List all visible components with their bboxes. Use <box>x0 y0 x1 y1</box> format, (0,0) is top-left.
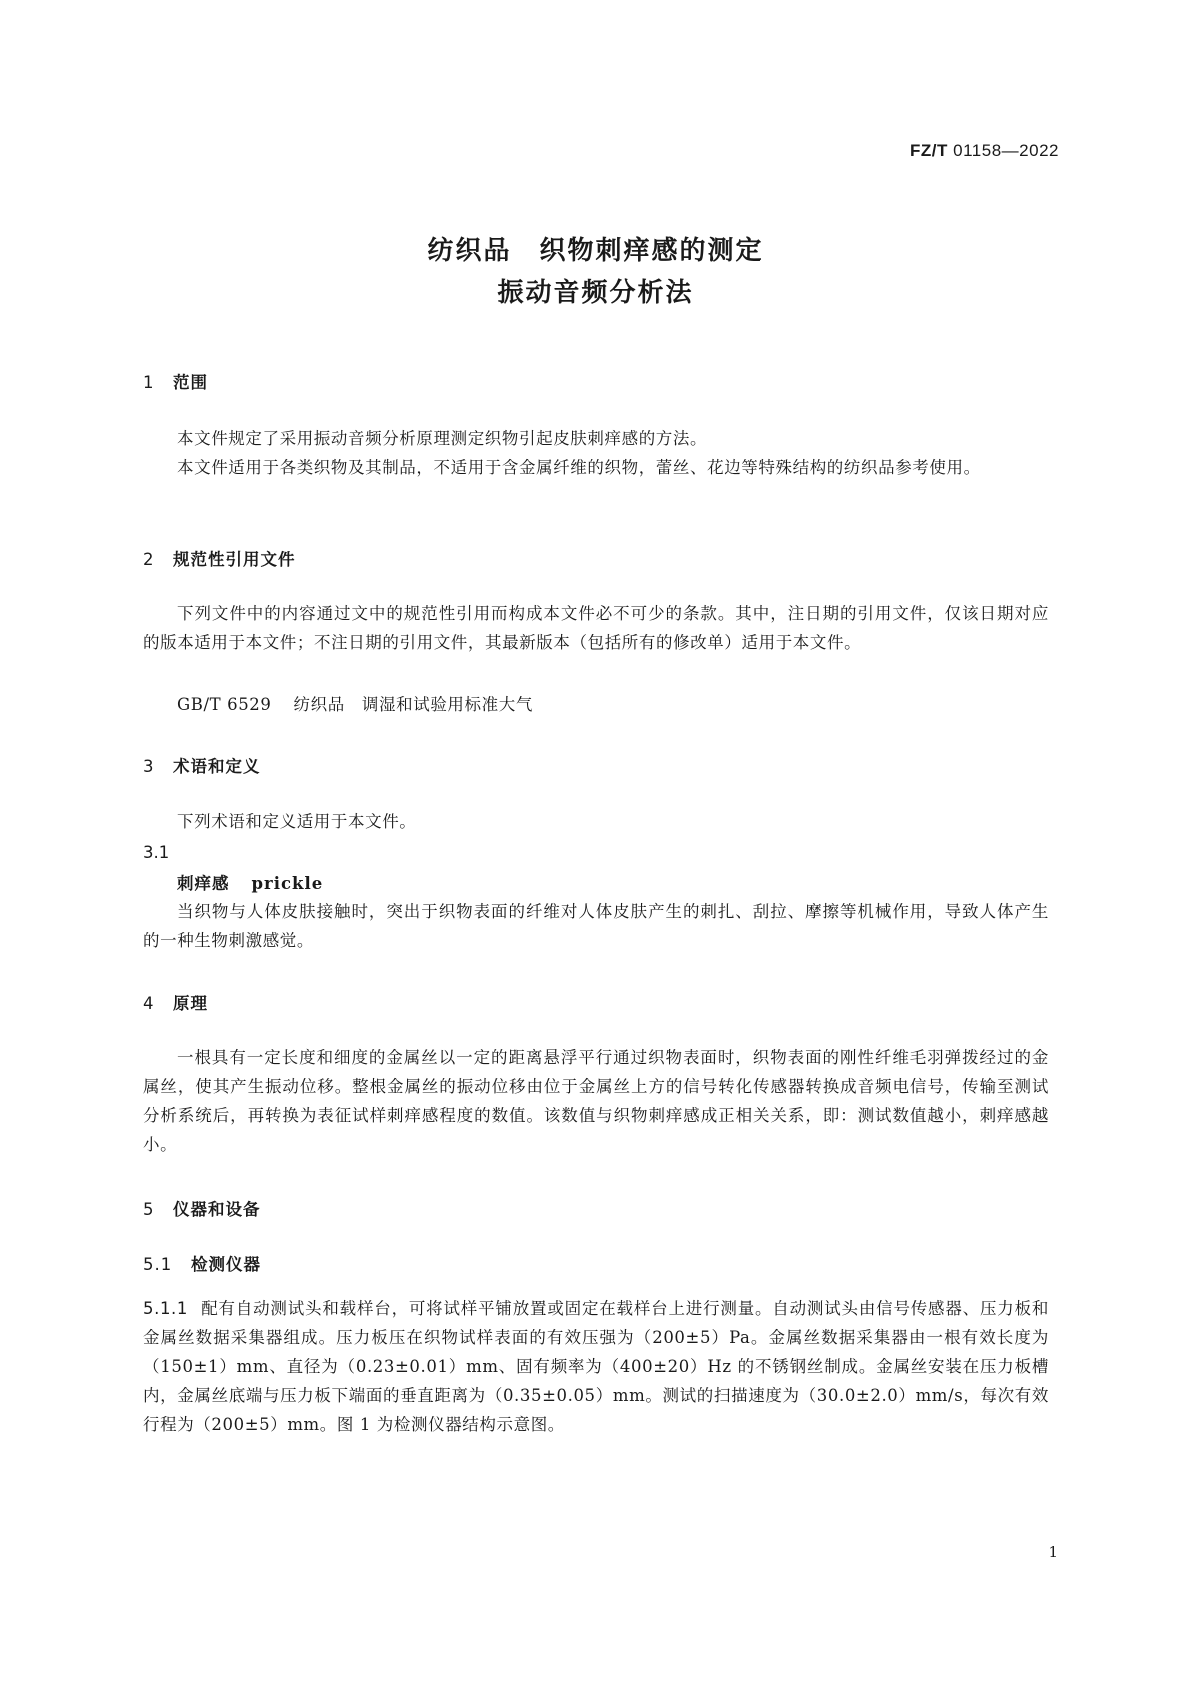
section-3-heading <box>143 753 261 777</box>
section-1-paragraph-1: 本文件规定了采用振动音频分析原理测定织物引起皮肤刺痒感的方法。 <box>177 429 708 448</box>
standard-code-prefix: FZ/T <box>910 141 948 160</box>
section-4-heading <box>143 990 208 1014</box>
section-1-heading <box>143 369 208 393</box>
page-number: 1 <box>1048 1543 1058 1561</box>
section-2-heading <box>143 546 296 570</box>
section-5-heading <box>143 1196 261 1220</box>
term-definition: 当织物与人体皮肤接触时，突出于织物表面的纤维对人体皮肤产生的刺扎、刮拉、摩擦等机械作用，导致人体产生的一种生物刺激感觉。 <box>143 902 1049 950</box>
term-english: prickle <box>251 874 324 893</box>
standard-code-number: 01158—2022 <box>953 141 1059 160</box>
section-3-title: 术语和定义 <box>173 757 261 776</box>
section-3-number: 3 <box>143 757 155 776</box>
subsection-5-1-heading <box>143 1251 261 1275</box>
term-entry <box>177 870 323 894</box>
section-1-paragraph-2: 本文件适用于各类织物及其制品，不适用于含金属纤维的织物，蕾丝、花边等特殊结构的纺织品参考使用。 <box>177 458 981 477</box>
subsection-5-1-title: 检测仪器 <box>191 1255 261 1274</box>
normative-reference <box>177 691 533 715</box>
reference-title: 纺织品 调湿和试验用标准大气 <box>293 695 533 714</box>
standard-code <box>910 141 1059 161</box>
section-3-paragraph-1: 下列术语和定义适用于本文件。 <box>177 812 417 831</box>
reference-code: GB/T 6529 <box>177 695 272 714</box>
term-number: 3.1 <box>143 843 170 862</box>
clause-5-1-1 <box>143 1294 1049 1439</box>
section-5-number: 5 <box>143 1200 155 1219</box>
clause-5-1-1-number: 5.1.1 <box>143 1299 188 1318</box>
section-2-number: 2 <box>143 550 155 569</box>
document-title-line-2: 振动音频分析法 <box>497 278 694 308</box>
subsection-5-1-number: 5.1 <box>143 1255 173 1274</box>
section-4-title: 原理 <box>173 994 208 1013</box>
section-1-number: 1 <box>143 373 155 392</box>
clause-5-1-1-text: 配有自动测试头和载样台，可将试样平铺放置或固定在载样台上进行测量。自动测试头由信号传感器、压力板和金属丝数据采集器组成。压力板压在织物试样表面的有效压强为（200±5）Pa。金属丝数据采集器由一根有效长度为（150±1）mm、直径为（0.23±0.01）mm、固有频率为（400±20）Hz 的不锈钢丝制成。金属丝安装在压力板槽内，金属丝底端与压力板下端面的垂直距离为（0.35±0.05）mm。测试的扫描速度为（30.0±2.0）mm/s，每次有效行程为（200±5）mm。图 1 为检测仪器结构示意图。 <box>143 1299 1049 1434</box>
term-chinese: 刺痒感 <box>177 874 230 893</box>
section-1-title: 范围 <box>173 373 208 392</box>
document-title-line-1: 纺织品 织物刺痒感的测定 <box>427 236 764 266</box>
section-5-title: 仪器和设备 <box>173 1200 261 1219</box>
section-4-paragraph-1: 一根具有一定长度和细度的金属丝以一定的距离悬浮平行通过织物表面时，织物表面的刚性纤维毛羽弹拨经过的金属丝，使其产生振动位移。整根金属丝的振动位移由位于金属丝上方的信号转化传感器转换成音频电信号，传输至测试分析系统后，再转换为表征试样刺痒感程度的数值。该数值与织物刺痒感成正相关关系，即：测试数值越小，刺痒感越小。 <box>143 1048 1049 1154</box>
section-2-paragraph-1: 下列文件中的内容通过文中的规范性引用而构成本文件必不可少的条款。其中，注日期的引用文件，仅该日期对应的版本适用于本文件；不注日期的引用文件，其最新版本（包括所有的修改单）适用于本文件。 <box>143 604 1049 652</box>
section-2-title: 规范性引用文件 <box>173 550 296 569</box>
section-4-number: 4 <box>143 994 155 1013</box>
